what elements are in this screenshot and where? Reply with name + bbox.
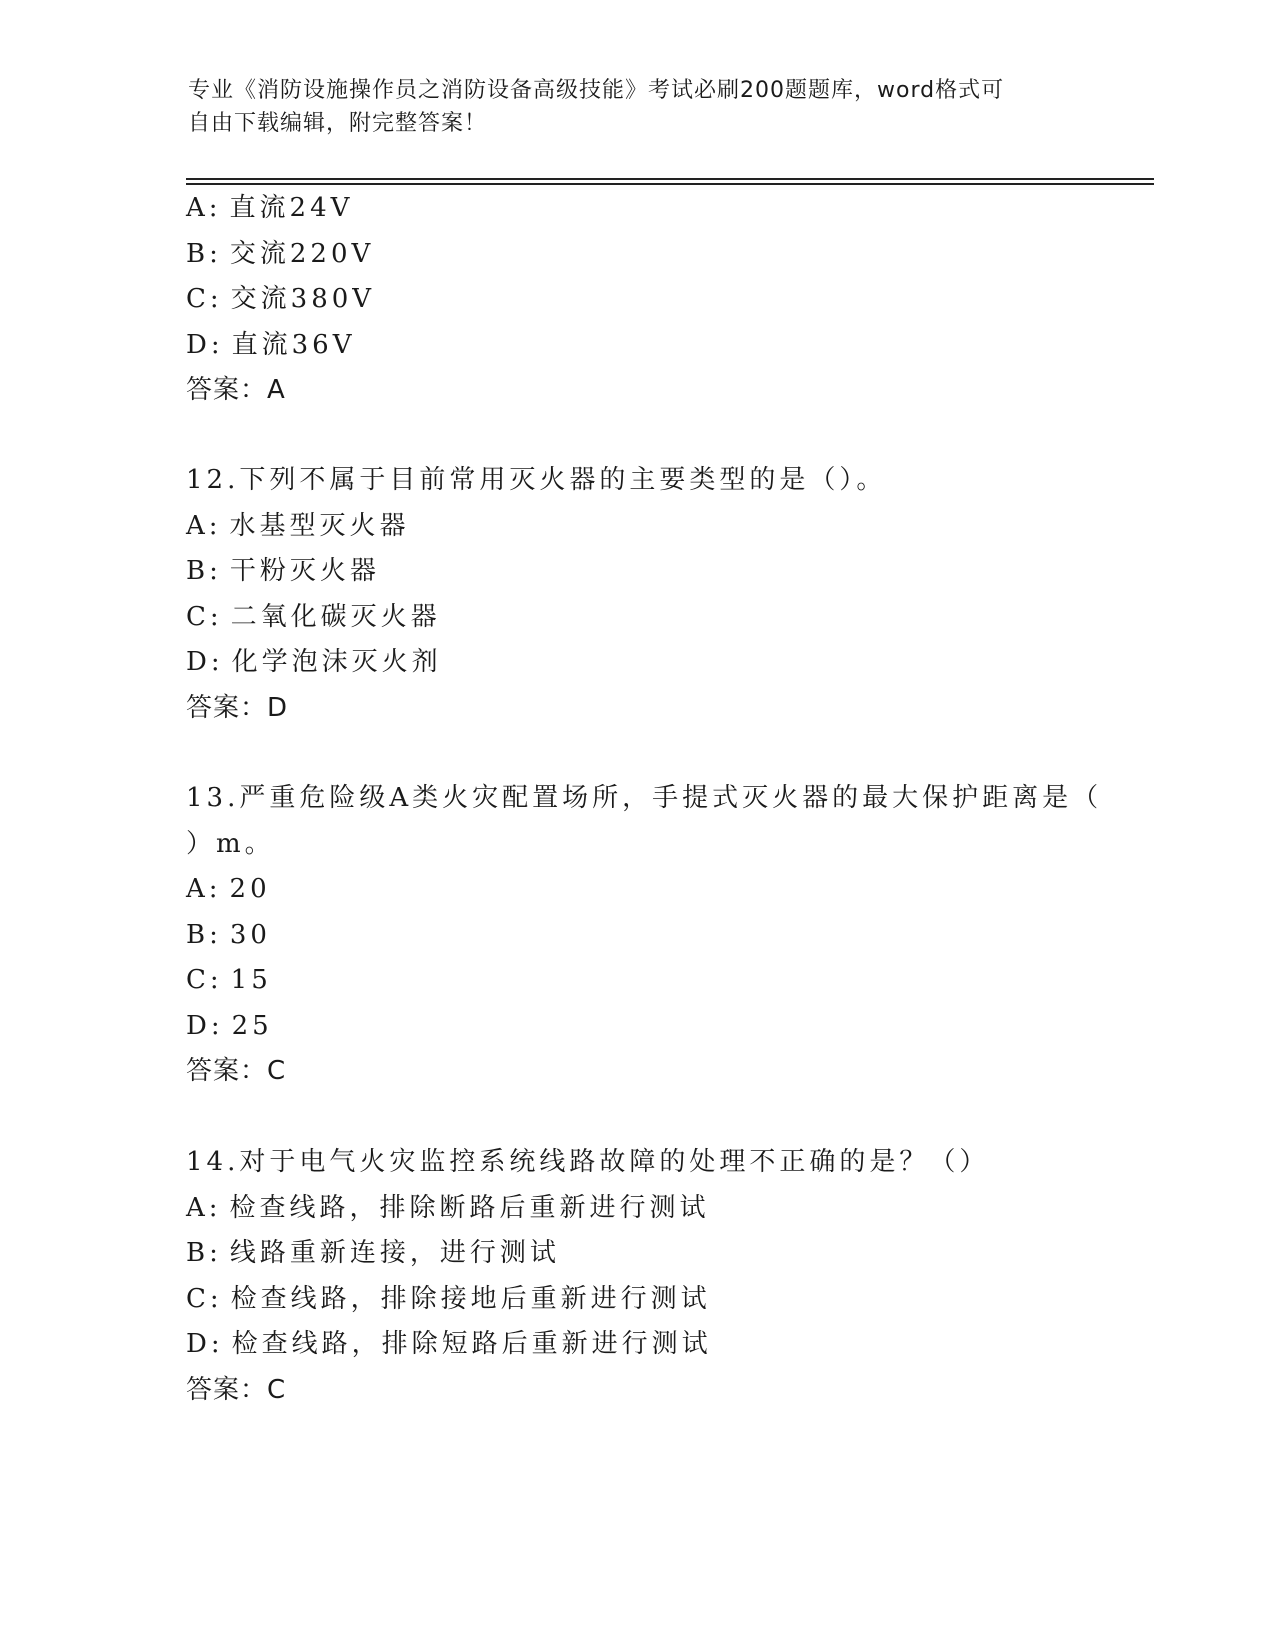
header-divider-bottom [186, 183, 1154, 185]
question-14-block [186, 1140, 1086, 1413]
question-text: 12.下列不属于目前常用灭火器的主要类型的是（）。 [186, 465, 887, 495]
option-d: D: 25 [186, 1010, 273, 1041]
question-11-block [186, 186, 1086, 414]
option-d: D: 检查线路，排除短路后重新进行测试 [186, 1329, 712, 1359]
option-c: C: 检查线路，排除接地后重新进行测试 [186, 1283, 711, 1314]
question-text-line-2: ）m。 [186, 828, 275, 859]
option-b: B: 干粉灭火器 [186, 556, 380, 586]
question-text-line-1: 13.严重危险级A类火灾配置场所，手提式灭火器的最大保护距离是（ [186, 783, 1103, 813]
answer-line: 答案：C [186, 1056, 287, 1086]
answer-line: 答案：D [186, 692, 289, 723]
answer-line: 答案：C [186, 1374, 287, 1405]
option-b: B: 30 [186, 919, 271, 950]
option-d: D: 化学泡沫灭火剂 [186, 647, 442, 677]
option-b: B: 线路重新连接，进行测试 [186, 1238, 560, 1268]
question-text: 14.对于电气火灾监控系统线路故障的处理不正确的是？（） [186, 1147, 990, 1177]
question-13-block [186, 776, 1103, 1095]
header-line-1: 专业《消防设施操作员之消防设备高级技能》考试必刷200题题库，word格式可 [188, 78, 1005, 103]
option-c: C: 交流380V [186, 284, 376, 314]
option-b: B: 交流220V [186, 238, 375, 269]
option-c: C: 二氧化碳灭火器 [186, 601, 441, 632]
header-line-2: 自由下载编辑，附完整答案！ [188, 111, 488, 136]
option-c: C: 15 [186, 965, 272, 995]
option-a: A: 20 [186, 874, 271, 904]
header-divider-top [186, 178, 1154, 180]
option-a: A: 直流24V [186, 193, 354, 223]
option-a: A: 检查线路，排除断路后重新进行测试 [186, 1192, 710, 1223]
answer-line: 答案：A [186, 375, 286, 405]
document-header [188, 74, 1068, 140]
question-12-block [186, 458, 1086, 731]
option-d: D: 直流36V [186, 329, 356, 360]
option-a: A: 水基型灭火器 [186, 510, 410, 541]
